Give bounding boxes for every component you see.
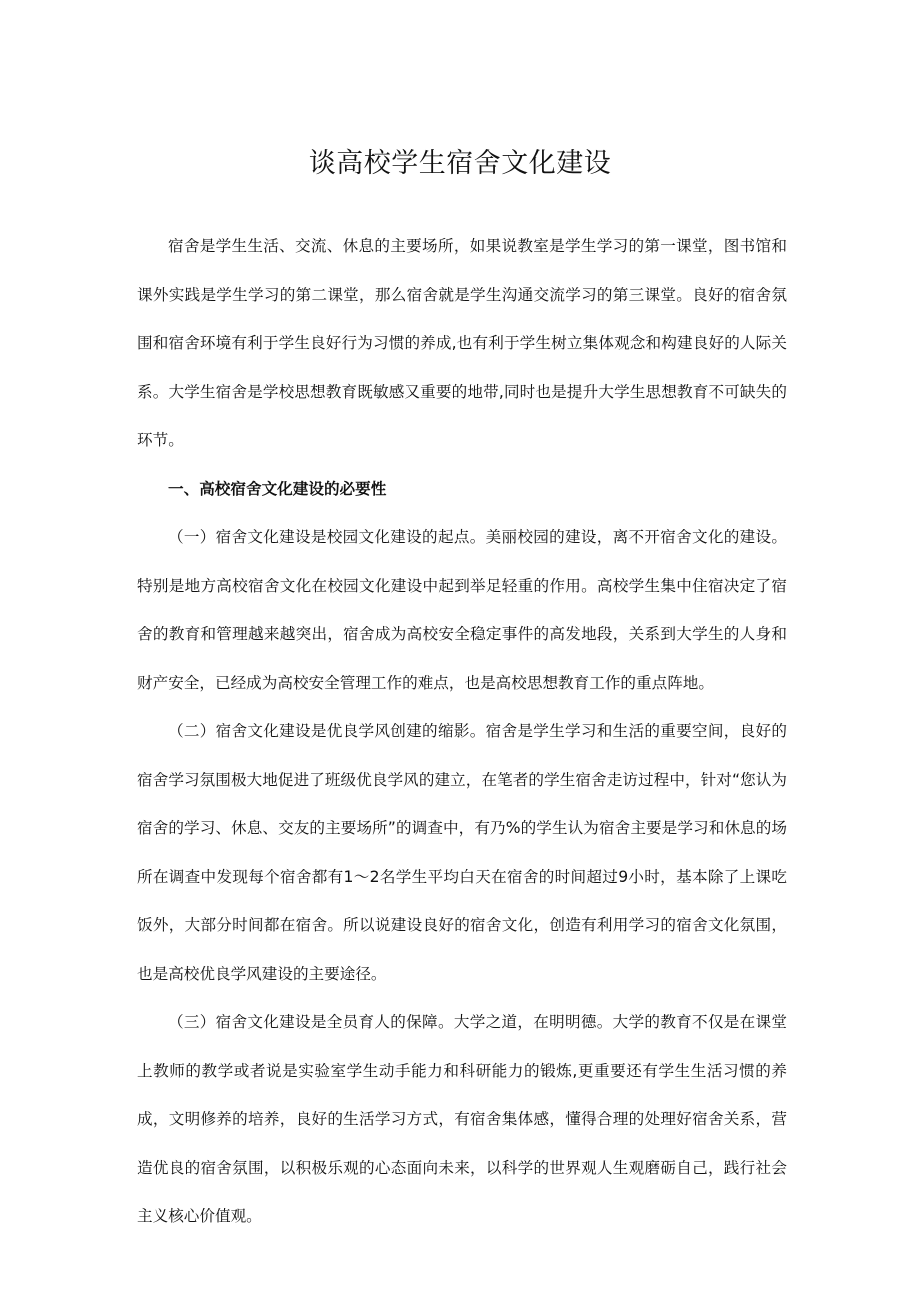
- section-heading: 一、高校宿舍文化建设的必要性: [168, 479, 387, 498]
- document-body: [137, 222, 787, 1241]
- document-title: 谈高校学生宿舍文化建设: [308, 148, 612, 179]
- section-paragraph-3: （三）宿舍文化建设是全员育人的保障。大学之道，在明明德。大学的教育不仅是在课堂上教师的教学或者说是实验室学生动手能力和科研能力的锻炼,更重要还有学生生活习惯的养成，文明修养的培养，良好的生活学习方式，有宿舍集体感，懂得合理的处理好宿舍关系，营造优良的宿舍氛围，以积极乐观的心态面向未来，以科学的世界观人生观磨砺自己，践行社会主义核心价值观。: [137, 1013, 787, 1225]
- section-paragraph-1: （一）宿舍文化建设是校园文化建设的起点。美丽校园的建设，离不开宿舍文化的建设。特别是地方高校宿舍文化在校园文化建设中起到举足轻重的作用。高校学生集中住宿决定了宿舍的教育和管理越来越突出，宿舍成为高校安全稳定事件的高发地段，关系到大学生的人身和财产安全，已经成为高校安全管理工作的难点，也是高校思想教育工作的重点阵地。: [137, 528, 787, 692]
- intro-paragraph: 宿舍是学生生活、交流、休息的主要场所，如果说教室是学生学习的第一课堂，图书馆和课外实践是学生学习的第二课堂，那么宿舍就是学生沟通交流学习的第三课堂。良好的宿舍氛围和宿舍环境有利于学生良好行为习惯的养成,也有利于学生树立集体观念和构建良好的人际关系。大学生宿舍是学校思想教育既敏感又重要的地带,同时也是提升大学生思想教育不可缺失的环节。: [137, 237, 787, 449]
- section-paragraph-2: （二）宿舍文化建设是优良学风创建的缩影。宿舍是学生学习和生活的重要空间，良好的宿舍学习氛围极大地促进了班级优良学风的建立，在笔者的学生宿舍走访过程中，针对“您认为宿舍的学习、休息、交友的主要场所”的调查中，有乃%的学生认为宿舍主要是学习和休息的场所在调查中发现每个宿舍都有1～2名学生平均白天在宿舍的时间超过9小时，基本除了上课吃饭外，大部分时间都在宿舍。所以说建设良好的宿舍文化，创造有利用学习的宿舍文化氛围，也是高校优良学风建设的主要途径。: [137, 722, 787, 983]
